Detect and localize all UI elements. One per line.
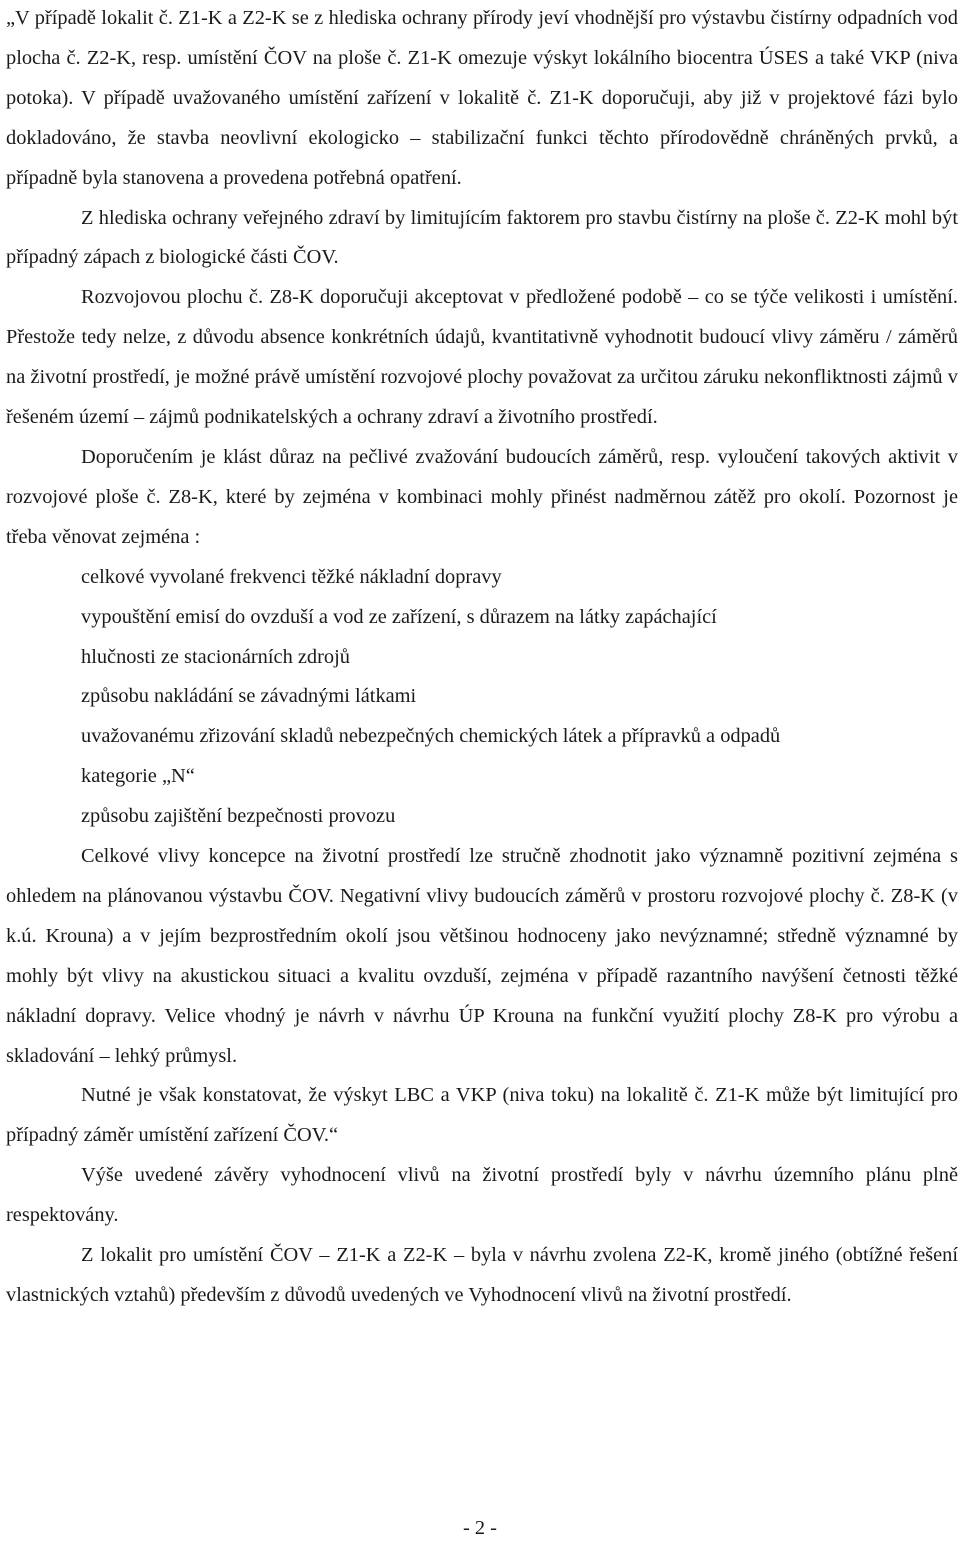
list-item: způsobu zajištění bezpečnosti provozu (81, 805, 396, 828)
paragraph-nature-protection: „V případě lokalit č. Z1-K a Z2-K se z hlediska ochrany přírody jeví vhodnější pro výstavbu čistírny odpadních vod plocha č. Z2-K, resp. umístění ČOV na ploše č. Z1-K omezuje výskyt lokálního biocentra ÚSES a také VKP (niva potoka). V případě uvažovaného umístění zařízení v lokalitě č. Z1-K doporučuji, aby již v projektové fázi bylo dokladováno, že stavba neovlivní ekologicko – stabilizační funkci těchto přírodovědně chráněných prvků, a případně byla stanovena a provedena potřebná opatření. (6, 7, 958, 189)
paragraph-overall-impacts: Celkové vlivy koncepce na životní prostředí lze stručně zhodnotit jako významně pozitivní zejména s ohledem na plánovanou výstavbu ČOV. Negativní vlivy budoucích záměrů v prostoru rozvojové plochy č. Z8-K (v k.ú. Krouna) a v jejím bezprostředním okolí jsou většinou hodnoceny jako nevýznamné; středně významné by mohly být vlivy na akustickou situaci a kvalitu ovzduší, zejména v případě razantního navýšení četnosti těžké nákladní dopravy. Velice vhodný je návrh v návrhu ÚP Krouna na funkční využití plochy Z8-K pro výrobu a skladování – lehký průmysl. (6, 845, 958, 1067)
paragraph-recommendation: Doporučením je klást důraz na pečlivé zvažování budoucích záměrů, resp. vyloučení takových aktivit v rozvojové ploše č. Z8-K, které by zejména v kombinaci mohly přinést nadměrnou zátěž pro okolí. Pozornost je třeba věnovat zejména : (6, 445, 958, 548)
paragraph-public-health: Z hlediska ochrany veřejného zdraví by limitujícím faktorem pro stavbu čistírny na ploše č. Z2-K mohl být případný zápach z biologické části ČOV. (6, 206, 958, 269)
page-number: - 2 - (463, 1517, 497, 1539)
document-page (6, 0, 958, 1316)
list-item: kategorie „N“ (81, 765, 195, 788)
list-item: způsobu nakládání se závadnými látkami (81, 685, 417, 708)
paragraph-site-selection: Z lokalit pro umístění ČOV – Z1-K a Z2-K – byla v návrhu zvolena Z2-K, kromě jiného (obtížné řešení vlastnických vztahů) především z důvodů uvedených ve Vyhodnocení vlivů na životní prostředí. (6, 1244, 958, 1306)
paragraph-conclusions-respected: Výše uvedené závěry vyhodnocení vlivů na životní prostředí byly v návrhu územního plánu plně respektovány. (6, 1164, 958, 1227)
list-item: uvažovanému zřizování skladů nebezpečných chemických látek a přípravků a odpadů (81, 725, 781, 748)
paragraph-development-area: Rozvojovou plochu č. Z8-K doporučuji akceptovat v předložené podobě – co se týče velikosti i umístění. Přestože tedy nelze, z důvodu absence konkrétních údajů, kvantitativně vyhodnotit budoucí vlivy záměru / záměrů na životní prostředí, je možné právě umístění rozvojové plochy považovat za určitou záruku nekonfliktnosti zájmů v řešeném území – zájmů podnikatelských a ochrany zdraví a životního prostředí. (6, 286, 958, 429)
attention-list (6, 558, 958, 837)
list-item: hlučnosti ze stacionárních zdrojů (81, 645, 350, 668)
list-item: vypouštění emisí do ovzduší a vod ze zařízení, s důrazem na látky zapáchající (81, 605, 717, 628)
list-item: celkové vyvolané frekvenci těžké nákladní dopravy (81, 565, 502, 588)
paragraph-limitation: Nutné je však konstatovat, že výskyt LBC a VKP (niva toku) na lokalitě č. Z1-K může být limitující pro případný záměr umístění zařízení ČOV.“ (6, 1084, 958, 1147)
